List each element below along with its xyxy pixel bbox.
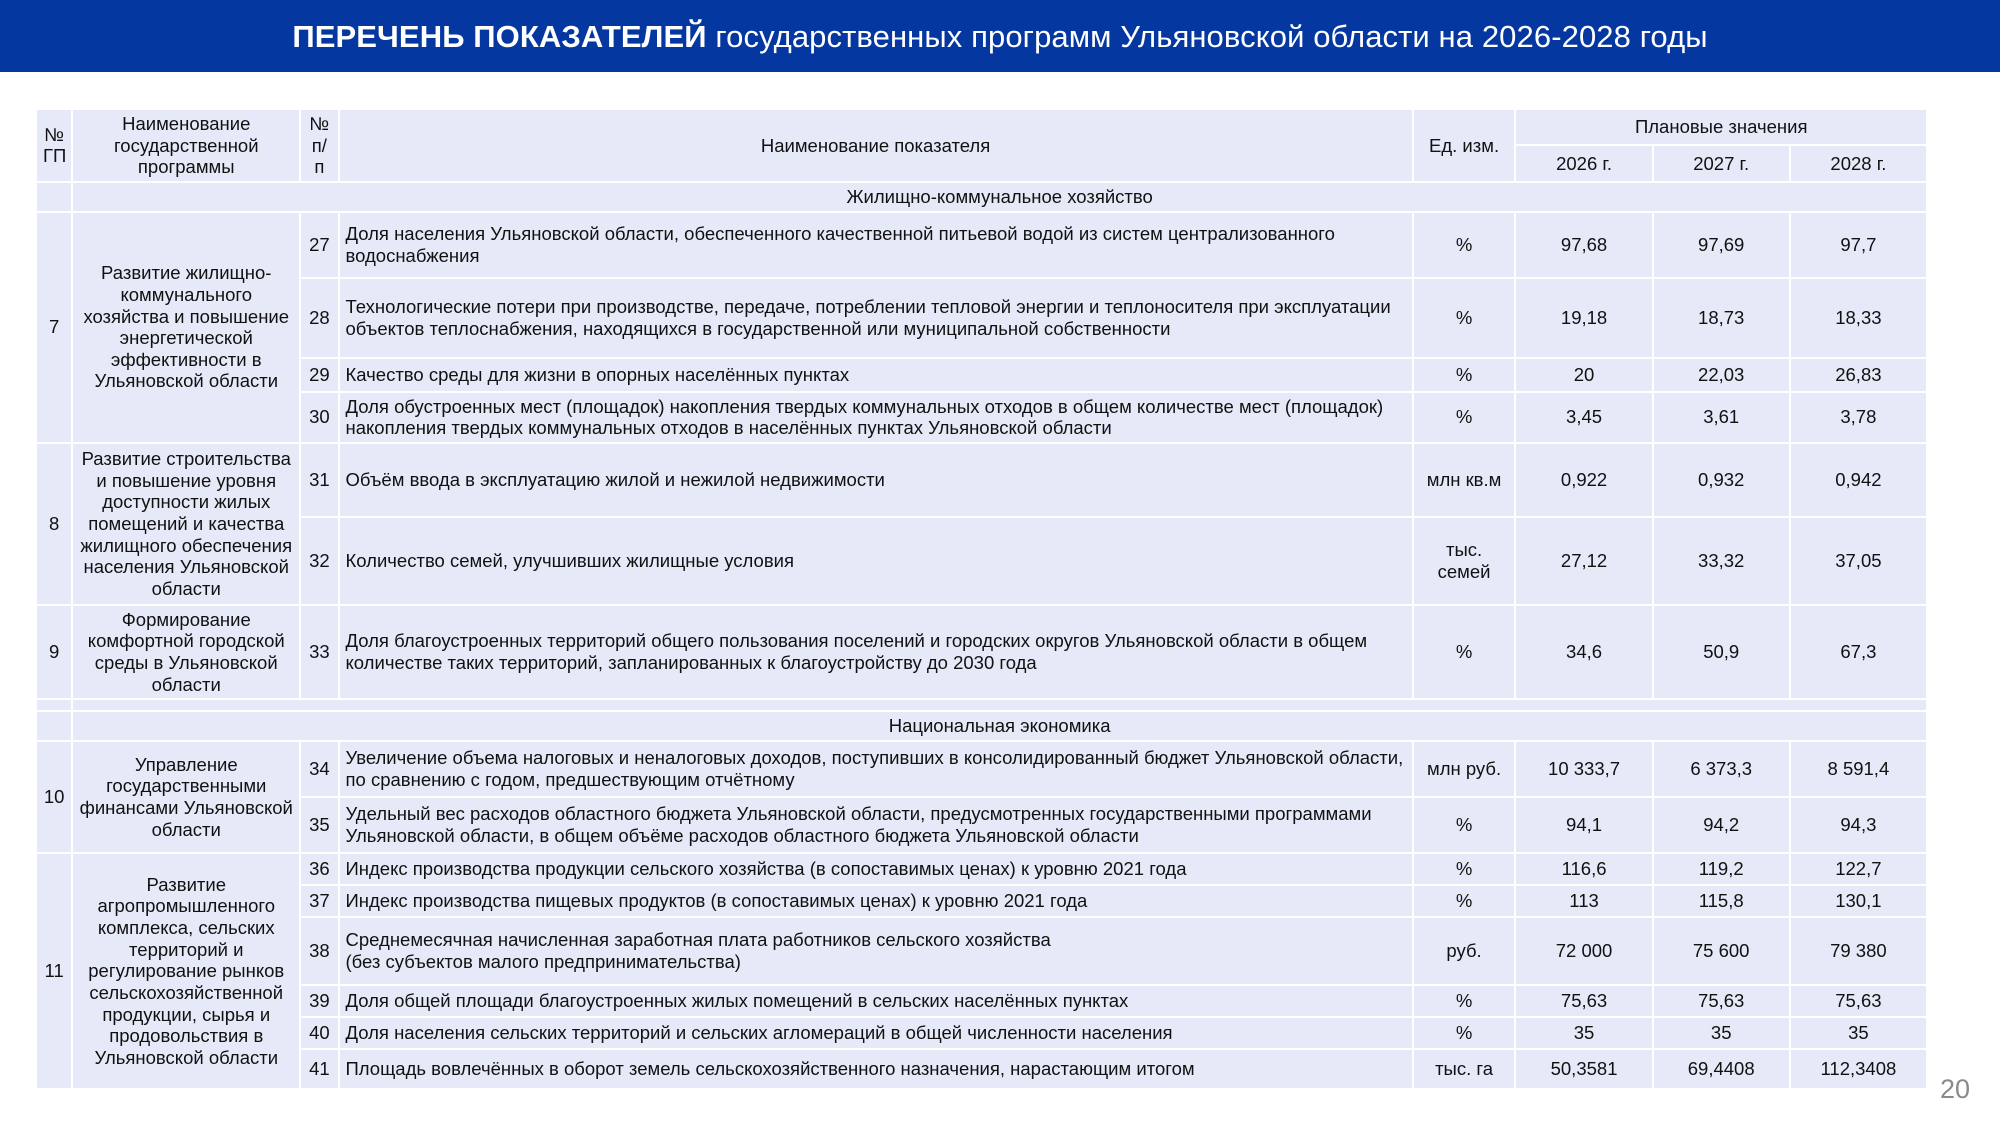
cell-unit: % <box>1414 213 1515 277</box>
section-header-gutter <box>37 712 71 740</box>
cell-value-2028: 0,942 <box>1791 444 1926 516</box>
cell-row-number: 38 <box>301 918 337 984</box>
cell-value-2026: 113 <box>1516 886 1651 916</box>
col-header-gp-number-line2: ГП <box>43 145 67 167</box>
slide-title-banner <box>0 0 2000 72</box>
col-header-year-2027: 2027 г. <box>1654 146 1789 180</box>
cell-program-number: 9 <box>37 606 71 699</box>
table-spacer-row <box>37 700 1926 710</box>
cell-value-2026: 27,12 <box>1516 518 1651 604</box>
cell-unit: % <box>1414 359 1515 391</box>
table-row <box>37 986 1926 1016</box>
cell-program-number: 11 <box>37 854 71 1088</box>
cell-program-name: Развитие жилищно-коммунального хозяйства и повышение энергетической эффективности в Ульяновской области <box>73 213 299 442</box>
cell-value-2028: 122,7 <box>1791 854 1926 884</box>
page-title-strong: ПЕРЕЧЕНЬ ПОКАЗАТЕЛЕЙ <box>292 18 707 54</box>
cell-value-2026: 75,63 <box>1516 986 1651 1016</box>
cell-value-2026: 3,45 <box>1516 393 1651 442</box>
cell-program-number: 10 <box>37 742 71 852</box>
cell-program-name: Управление государственными финансами Ульяновской области <box>73 742 299 852</box>
col-header-row-number <box>301 110 337 181</box>
table-header-row-1 <box>37 110 1926 144</box>
table-row <box>37 1018 1926 1048</box>
col-header-indicator-name: Наименование показателя <box>340 110 1412 181</box>
cell-value-2028: 35 <box>1791 1018 1926 1048</box>
section-header-title: Национальная экономика <box>73 712 1926 740</box>
cell-row-number: 41 <box>301 1050 337 1088</box>
cell-indicator-name: Удельный вес расходов областного бюджета Ульяновской области, предусмотренных государственными программами Ульяновской области, в общем объёме расходов областного бюджета Ульяновской области <box>340 798 1412 852</box>
cell-row-number: 27 <box>301 213 337 277</box>
cell-indicator-name: Площадь вовлечённых в оборот земель сельскохозяйственного назначения, нарастающим итогом <box>340 1050 1412 1088</box>
cell-value-2027: 6 373,3 <box>1654 742 1789 796</box>
cell-unit: % <box>1414 986 1515 1016</box>
cell-row-number: 34 <box>301 742 337 796</box>
cell-value-2026: 20 <box>1516 359 1651 391</box>
col-header-program-name-line1: Наименование <box>122 113 251 134</box>
cell-program-name: Развитие агропромышленного комплекса, сельских территорий и регулирование рынков сельскохозяйственной продукции, сырья и продовольствия в Ульяновской области <box>73 854 299 1088</box>
cell-value-2026: 50,3581 <box>1516 1050 1651 1088</box>
cell-value-2028: 8 591,4 <box>1791 742 1926 796</box>
table-row <box>37 798 1926 852</box>
cell-indicator-name: Доля населения сельских территорий и сельских агломераций в общей численности населения <box>340 1018 1412 1048</box>
table-row <box>37 918 1926 984</box>
col-header-gp-number <box>37 110 71 181</box>
cell-unit: % <box>1414 854 1515 884</box>
cell-indicator-name-line2: (без субъектов малого предпринимательства) <box>345 951 741 973</box>
section-header-gutter <box>37 183 71 211</box>
col-header-program-name <box>73 110 299 181</box>
cell-indicator-name: Индекс производства пищевых продуктов (в сопоставимых ценах) к уровню 2021 года <box>340 886 1412 916</box>
page-title <box>292 18 1708 54</box>
cell-value-2027: 75,63 <box>1654 986 1789 1016</box>
cell-value-2027: 35 <box>1654 1018 1789 1048</box>
cell-unit: % <box>1414 279 1515 357</box>
cell-indicator-name: Количество семей, улучшивших жилищные условия <box>340 518 1412 604</box>
cell-unit: % <box>1414 886 1515 916</box>
table-row <box>37 444 1926 516</box>
cell-program-name: Формирование комфортной городской среды в Ульяновской области <box>73 606 299 699</box>
cell-program-name: Развитие строительства и повышение уровня доступности жилых помещений и качества жилищного обеспечения населения Ульяновской области <box>73 444 299 604</box>
table-row <box>37 1050 1926 1088</box>
cell-indicator-name: Увеличение объема налоговых и неналоговых доходов, поступивших в консолидированный бюджет Ульяновской области, по сравнению с годом, предшествующим отчётному <box>340 742 1412 796</box>
cell-unit: тыс. га <box>1414 1050 1515 1088</box>
cell-program-number: 8 <box>37 444 71 604</box>
cell-unit: % <box>1414 798 1515 852</box>
cell-unit: млн руб. <box>1414 742 1515 796</box>
cell-row-number: 39 <box>301 986 337 1016</box>
table-row <box>37 213 1926 277</box>
table-header <box>37 110 1926 181</box>
cell-value-2027: 33,32 <box>1654 518 1789 604</box>
table-row <box>37 854 1926 884</box>
cell-value-2027: 50,9 <box>1654 606 1789 699</box>
cell-row-number: 32 <box>301 518 337 604</box>
col-header-row-number-line1: № <box>309 113 330 134</box>
cell-row-number: 31 <box>301 444 337 516</box>
section-header-row <box>37 183 1926 211</box>
col-header-planned-values-group: Плановые значения <box>1516 110 1926 144</box>
cell-row-number: 29 <box>301 359 337 391</box>
cell-value-2026: 19,18 <box>1516 279 1651 357</box>
cell-value-2026: 10 333,7 <box>1516 742 1651 796</box>
cell-indicator-name: Доля населения Ульяновской области, обеспеченного качественной питьевой водой из систем централизованного водоснабжения <box>340 213 1412 277</box>
cell-indicator-name: Индекс производства продукции сельского хозяйства (в сопоставимых ценах) к уровню 2021 года <box>340 854 1412 884</box>
spacer-cell <box>37 700 71 710</box>
table-body <box>37 183 1926 1088</box>
table-row <box>37 606 1926 699</box>
cell-value-2028: 130,1 <box>1791 886 1926 916</box>
cell-unit: % <box>1414 606 1515 699</box>
col-header-gp-number-line1: № <box>44 123 65 145</box>
col-header-unit: Ед. изм. <box>1414 110 1515 181</box>
cell-value-2028: 97,7 <box>1791 213 1926 277</box>
cell-indicator-name: Объём ввода в эксплуатацию жилой и нежилой недвижимости <box>340 444 1412 516</box>
cell-indicator-name: Доля общей площади благоустроенных жилых помещений в сельских населённых пунктах <box>340 986 1412 1016</box>
cell-value-2027: 0,932 <box>1654 444 1789 516</box>
cell-value-2028: 3,78 <box>1791 393 1926 442</box>
cell-value-2028: 75,63 <box>1791 986 1926 1016</box>
col-header-year-2026: 2026 г. <box>1516 146 1651 180</box>
cell-row-number: 30 <box>301 393 337 442</box>
cell-value-2026: 97,68 <box>1516 213 1651 277</box>
cell-value-2028: 37,05 <box>1791 518 1926 604</box>
cell-unit: % <box>1414 393 1515 442</box>
cell-value-2026: 0,922 <box>1516 444 1651 516</box>
page-title-rest: государственных программ Ульяновской области на 2026-2028 годы <box>706 18 1708 54</box>
cell-value-2028: 94,3 <box>1791 798 1926 852</box>
table-row <box>37 359 1926 391</box>
cell-value-2027: 94,2 <box>1654 798 1789 852</box>
cell-indicator-name <box>340 918 1412 984</box>
cell-value-2027: 97,69 <box>1654 213 1789 277</box>
cell-row-number: 37 <box>301 886 337 916</box>
cell-row-number: 36 <box>301 854 337 884</box>
table-row <box>37 279 1926 357</box>
cell-indicator-name: Доля обустроенных мест (площадок) накопления твердых коммунальных отходов в общем количестве мест (площадок) накопления твердых коммунальных отходов в населённых пунктах Ульяновской области <box>340 393 1412 442</box>
cell-row-number: 28 <box>301 279 337 357</box>
table-row <box>37 518 1926 604</box>
cell-indicator-name-line1: Среднемесячная начисленная заработная плата работников сельского хозяйства <box>345 929 1051 951</box>
cell-unit: млн кв.м <box>1414 444 1515 516</box>
cell-value-2027: 75 600 <box>1654 918 1789 984</box>
cell-value-2026: 72 000 <box>1516 918 1651 984</box>
cell-value-2026: 116,6 <box>1516 854 1651 884</box>
cell-value-2028: 18,33 <box>1791 279 1926 357</box>
cell-value-2027: 115,8 <box>1654 886 1789 916</box>
cell-indicator-name: Доля благоустроенных территорий общего пользования поселений и городских округов Ульяновской области в общем количестве таких территорий, запланированных к благоустройству до 2030 года <box>340 606 1412 699</box>
cell-row-number: 40 <box>301 1018 337 1048</box>
spacer-cell <box>73 700 1926 710</box>
cell-value-2028: 67,3 <box>1791 606 1926 699</box>
cell-unit: тыс. семей <box>1414 518 1515 604</box>
table-row <box>37 742 1926 796</box>
cell-indicator-name: Качество среды для жизни в опорных населённых пунктах <box>340 359 1412 391</box>
table-row <box>37 886 1926 916</box>
cell-value-2026: 34,6 <box>1516 606 1651 699</box>
col-header-year-2028: 2028 г. <box>1791 146 1926 180</box>
section-header-title: Жилищно-коммунальное хозяйство <box>73 183 1926 211</box>
cell-program-number: 7 <box>37 213 71 442</box>
section-header-row <box>37 712 1926 740</box>
col-header-row-number-line2: п/п <box>311 134 327 178</box>
slide-page-number: 20 <box>1939 1074 1970 1104</box>
cell-value-2027: 22,03 <box>1654 359 1789 391</box>
cell-value-2027: 3,61 <box>1654 393 1789 442</box>
cell-value-2027: 69,4408 <box>1654 1050 1789 1088</box>
cell-value-2027: 18,73 <box>1654 279 1789 357</box>
cell-value-2027: 119,2 <box>1654 854 1789 884</box>
cell-unit: руб. <box>1414 918 1515 984</box>
cell-row-number: 33 <box>301 606 337 699</box>
table-row <box>37 393 1926 442</box>
cell-value-2026: 94,1 <box>1516 798 1651 852</box>
cell-unit: % <box>1414 1018 1515 1048</box>
cell-value-2026: 35 <box>1516 1018 1651 1048</box>
cell-indicator-name: Технологические потери при производстве, передаче, потреблении тепловой энергии и теплоносителя при эксплуатации объектов теплоснабжения, находящихся в государственной или муниципальной собственности <box>340 279 1412 357</box>
cell-value-2028: 112,3408 <box>1791 1050 1926 1088</box>
indicators-table <box>35 108 1928 1090</box>
cell-value-2028: 79 380 <box>1791 918 1926 984</box>
cell-row-number: 35 <box>301 798 337 852</box>
col-header-program-name-line2: государственной программы <box>113 134 259 178</box>
indicators-table-wrapper <box>35 108 1928 1090</box>
cell-value-2028: 26,83 <box>1791 359 1926 391</box>
